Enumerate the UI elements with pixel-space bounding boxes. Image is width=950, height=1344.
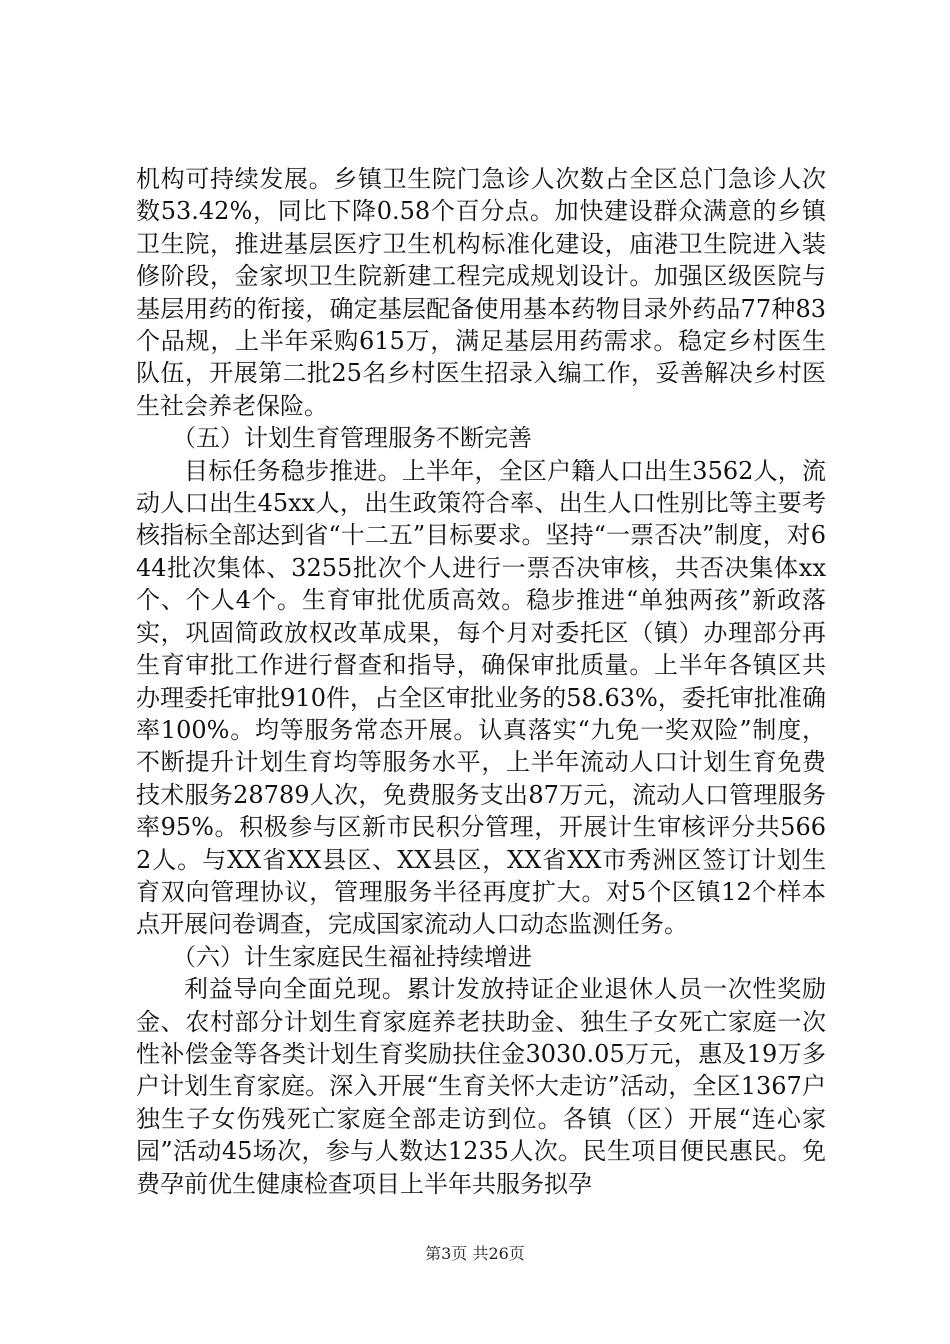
paragraph-welfare: 利益导向全面兑现。累计发放持证企业退休人员一次性奖励金、农村部分计划生育家庭养老扶助金、独生子女死亡家庭一次性补偿金等各类计划生育奖励扶住金3030.05万元，惠及19万多户计划生育家庭。深入开展“生育关怀大走访”活动，全区1367户独生子女伤残死亡家庭全部走访到位。各镇（区）开展“连心家园”活动45场次，参与人数达1235人次。民生项目便民惠民。免费孕前优生健康检查项目上半年共服务拟孕 [136, 975, 826, 1198]
paragraph-family-planning: 目标任务稳步推进。上半年，全区户籍人口出生3562人，流动人口出生45xx人，出生政策符合率、出生人口性别比等主要考核指标全部达到省“十二五”目标要求。坚持“一票否决”制度，对644批次集体、3255批次个人进行一票否决审核，共否决集体xx个、个人4个。生育审批优质高效。稳步推进“单独两孩”新政落实，巩固简政放权改革成果，每个月对委托区（镇）办理部分再生育审批工作进行督查和指导，确保审批质量。上半年各镇区共办理委托审批910件，占全区审批业务的58.63%，委托审批准确率100%。均等服务常态开展。认真落实“九免一奖双险”制度，不断提升计划生育均等服务水平，上半年流动人口计划生育免费技术服务28789人次，免费服务支出87万元，流动人口管理服务率95%。积极参与区新市民积分管理，开展计生审核评分共5662人。与XX省XX县区、XX县区，XX省XX市秀洲区签订计划生育双向管理协议，管理服务半径再度扩大。对5个区镇12个样本点开展问卷调查，完成国家流动人口动态监测任务。 [136, 456, 826, 939]
section-heading-6: （六）计生家庭民生福祉持续增进 [172, 942, 532, 971]
paragraph-continuation: 机构可持续发展。乡镇卫生院门急诊人次数占全区总门急诊人次数53.42%，同比下降0.58个百分点。加快建设群众满意的乡镇卫生院，推进基层医疗卫生机构标准化建设，庙港卫生院进入装修阶段，金家坝卫生院新建工程完成规划设计。加强区级医院与基层用药的衔接，确定基层配备使用基本药物目录外药品77种83个品规，上半年采购615万，满足基层用药需求。稳定乡村医生队伍，开展第二批25名乡村医生招录入编工作，妥善解决乡村医生社会养老保险。 [136, 165, 826, 420]
page-footer: 第3页 共26页 [425, 1244, 525, 1263]
document-body [136, 163, 826, 1200]
section-heading-5: （五）计划生育管理服务不断完善 [172, 424, 532, 453]
